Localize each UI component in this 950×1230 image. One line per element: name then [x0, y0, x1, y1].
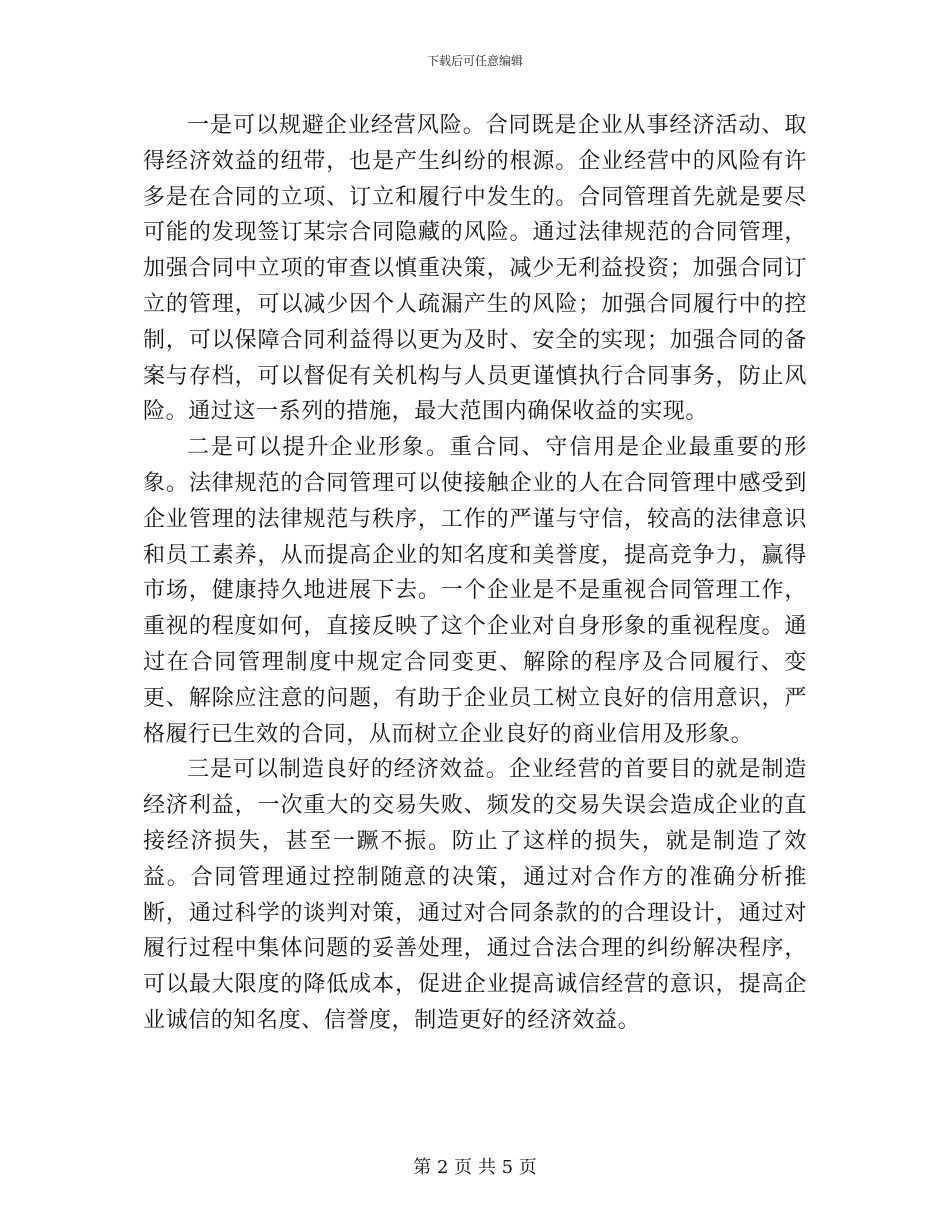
- page-header-note: 下载后可任意编辑: [426, 54, 523, 68]
- paragraph-corporate-image: 二是可以提升企业形象。重合同、守信用是企业最重要的形象。法律规范的合同管理可以使接触企业的人在合同管理中感受到企业管理的法律规范与秩序，工作的严谨与守信，较高的法律意识和员工素养，从而提高企业的知名度和美誉度，提高竞争力，赢得市场，健康持久地进展下去。一个企业是不是重视合同管理工作，重视的程度如何，直接反映了这个企业对自身形象的重视程度。通过在合同管理制度中规定合同变更、解除的程序及合同履行、变更、解除应注意的问题，有助于企业员工树立良好的信用意识，严格履行已生效的合同，从而树立企业良好的商业信用及形象。: [143, 435, 807, 747]
- paragraph-risk-avoidance: 一是可以规避企业经营风险。合同既是企业从事经济活动、取得经济效益的纽带，也是产生纠纷的根源。企业经营中的风险有许多是在合同的立项、订立和履行中发生的。合同管理首先就是要尽可能的发现签订某宗合同隐藏的风险。通过法律规范的合同管理，加强合同中立项的审查以慎重决策，减少无利益投资；加强合同订立的管理，可以减少因个人疏漏产生的风险；加强合同履行中的控制，可以保障合同利益得以更为及时、安全的实现；加强合同的备案与存档，可以督促有关机构与人员更谨慎执行合同事务，防止风险。通过这一系列的措施，最大范围内确保收益的实现。: [143, 113, 807, 425]
- page-number: 第 2 页 共 5 页: [413, 1157, 537, 1178]
- paragraph-economic-benefit: 三是可以制造良好的经济效益。企业经营的首要目的就是制造经济利益，一次重大的交易失败、频发的交易失误会造成企业的直接经济损失，甚至一蹶不振。防止了这样的损失，就是制造了效益。合同管理通过控制随意的决策，通过对合作方的准确分析推断，通过科学的谈判对策，通过对合同条款的的合理设计，通过对履行过程中集体问题的妥善处理，通过合法合理的纠纷解决程序，可以最大限度的降低成本，促进企业提高诚信经营的意识，提高企业诚信的知名度、信誉度，制造更好的经济效益。: [143, 757, 807, 1033]
- document-body: [143, 108, 807, 1039]
